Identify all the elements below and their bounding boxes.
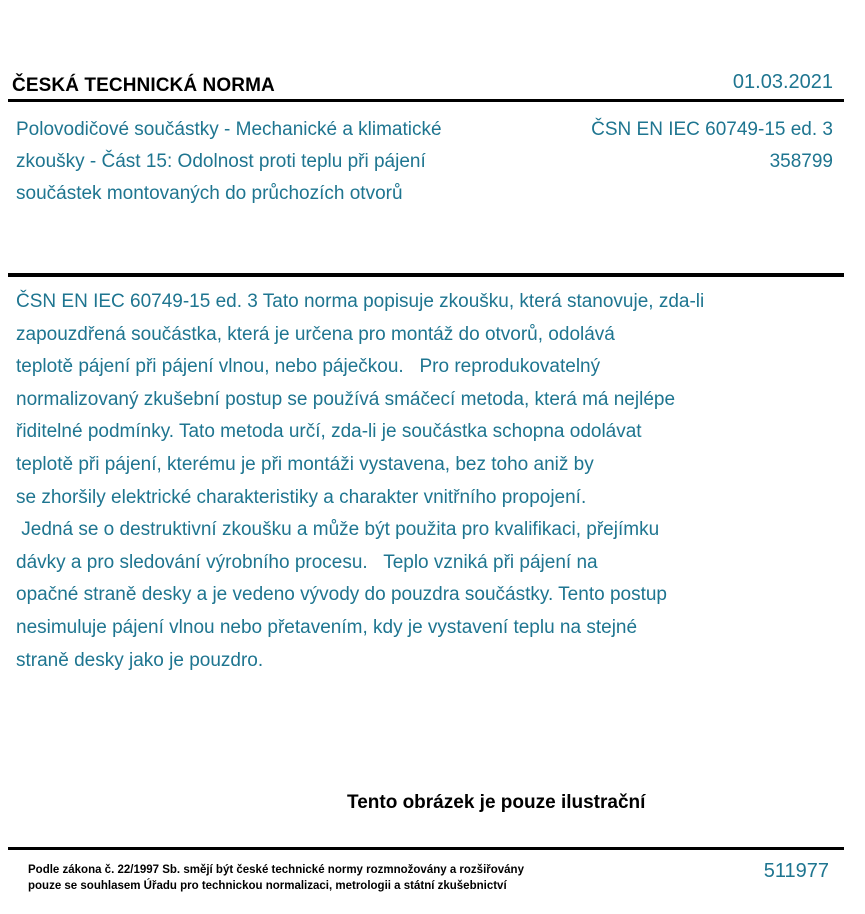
legal-notice-line: pouze se souhlasem Úřadu pro technickou normalizaci, metrologii a státní zkušebnictví	[28, 880, 507, 892]
abstract-line: straně desky jako je pouzdro.	[16, 649, 264, 671]
abstract-text	[16, 286, 846, 677]
document-title-line: součástek montovaných do průchozích otvorů	[16, 183, 403, 204]
legal-notice-line: Podle zákona č. 22/1997 Sb. smějí být české technické normy rozmnožovány a rozšiřovány	[28, 864, 524, 876]
abstract-line: normalizovaný zkušební postup se používá smáčecí metoda, která má nejlépe	[16, 388, 676, 410]
footer-divider	[8, 847, 844, 850]
document-title-line: Polovodičové součástky - Mechanické a klimatické	[16, 119, 442, 140]
abstract-line: nesimuluje pájení vlnou nebo přetavením, kdy je vystavení teplu na stejné	[16, 616, 638, 638]
abstract-line: teplotě při pájení, kterému je při montáži vystavena, bez toho aniž by	[16, 453, 594, 475]
document-title-line: zkoušky - Část 15: Odolnost proti teplu při pájení	[16, 151, 426, 172]
header-date: 01.03.2021	[732, 71, 833, 93]
legal-notice	[28, 862, 524, 894]
abstract-line: se zhoršily elektrické charakteristiky a charakter vnitřního propojení.	[16, 486, 587, 508]
section-divider	[8, 273, 844, 277]
abstract-line: zapouzdřená součástka, která je určena pro montáž do otvorů, odolává	[16, 323, 615, 345]
footer-id: 511977	[763, 860, 829, 882]
illustration-note: Tento obrázek je pouze ilustrační	[347, 792, 646, 813]
header-title: ČESKÁ TECHNICKÁ NORMA	[12, 75, 275, 96]
abstract-line: teplotě pájení při pájení vlnou, nebo páječkou. Pro reprodukovatelný	[16, 356, 601, 378]
standard-id: ČSN EN IEC 60749-15 ed. 3	[591, 119, 833, 140]
abstract-line: Jedná se o destruktivní zkoušku a může být použita pro kvalifikaci, přejímku	[16, 519, 660, 541]
catalog-number: 358799	[769, 151, 833, 172]
abstract-line: ČSN EN IEC 60749-15 ed. 3 Tato norma popisuje zkoušku, která stanovuje, zda-li	[16, 291, 705, 312]
document-title	[16, 114, 536, 210]
header-divider	[8, 99, 844, 102]
standard-info	[591, 114, 833, 178]
abstract-line: řiditelné podmínky. Tato metoda určí, zda-li je součástka schopna odolávat	[16, 421, 642, 443]
abstract-line: dávky a pro sledování výrobního procesu. Teplo vzniká při pájení na	[16, 551, 598, 573]
abstract-line: opačné straně desky a je vedeno vývody do pouzdra součástky. Tento postup	[16, 584, 667, 606]
